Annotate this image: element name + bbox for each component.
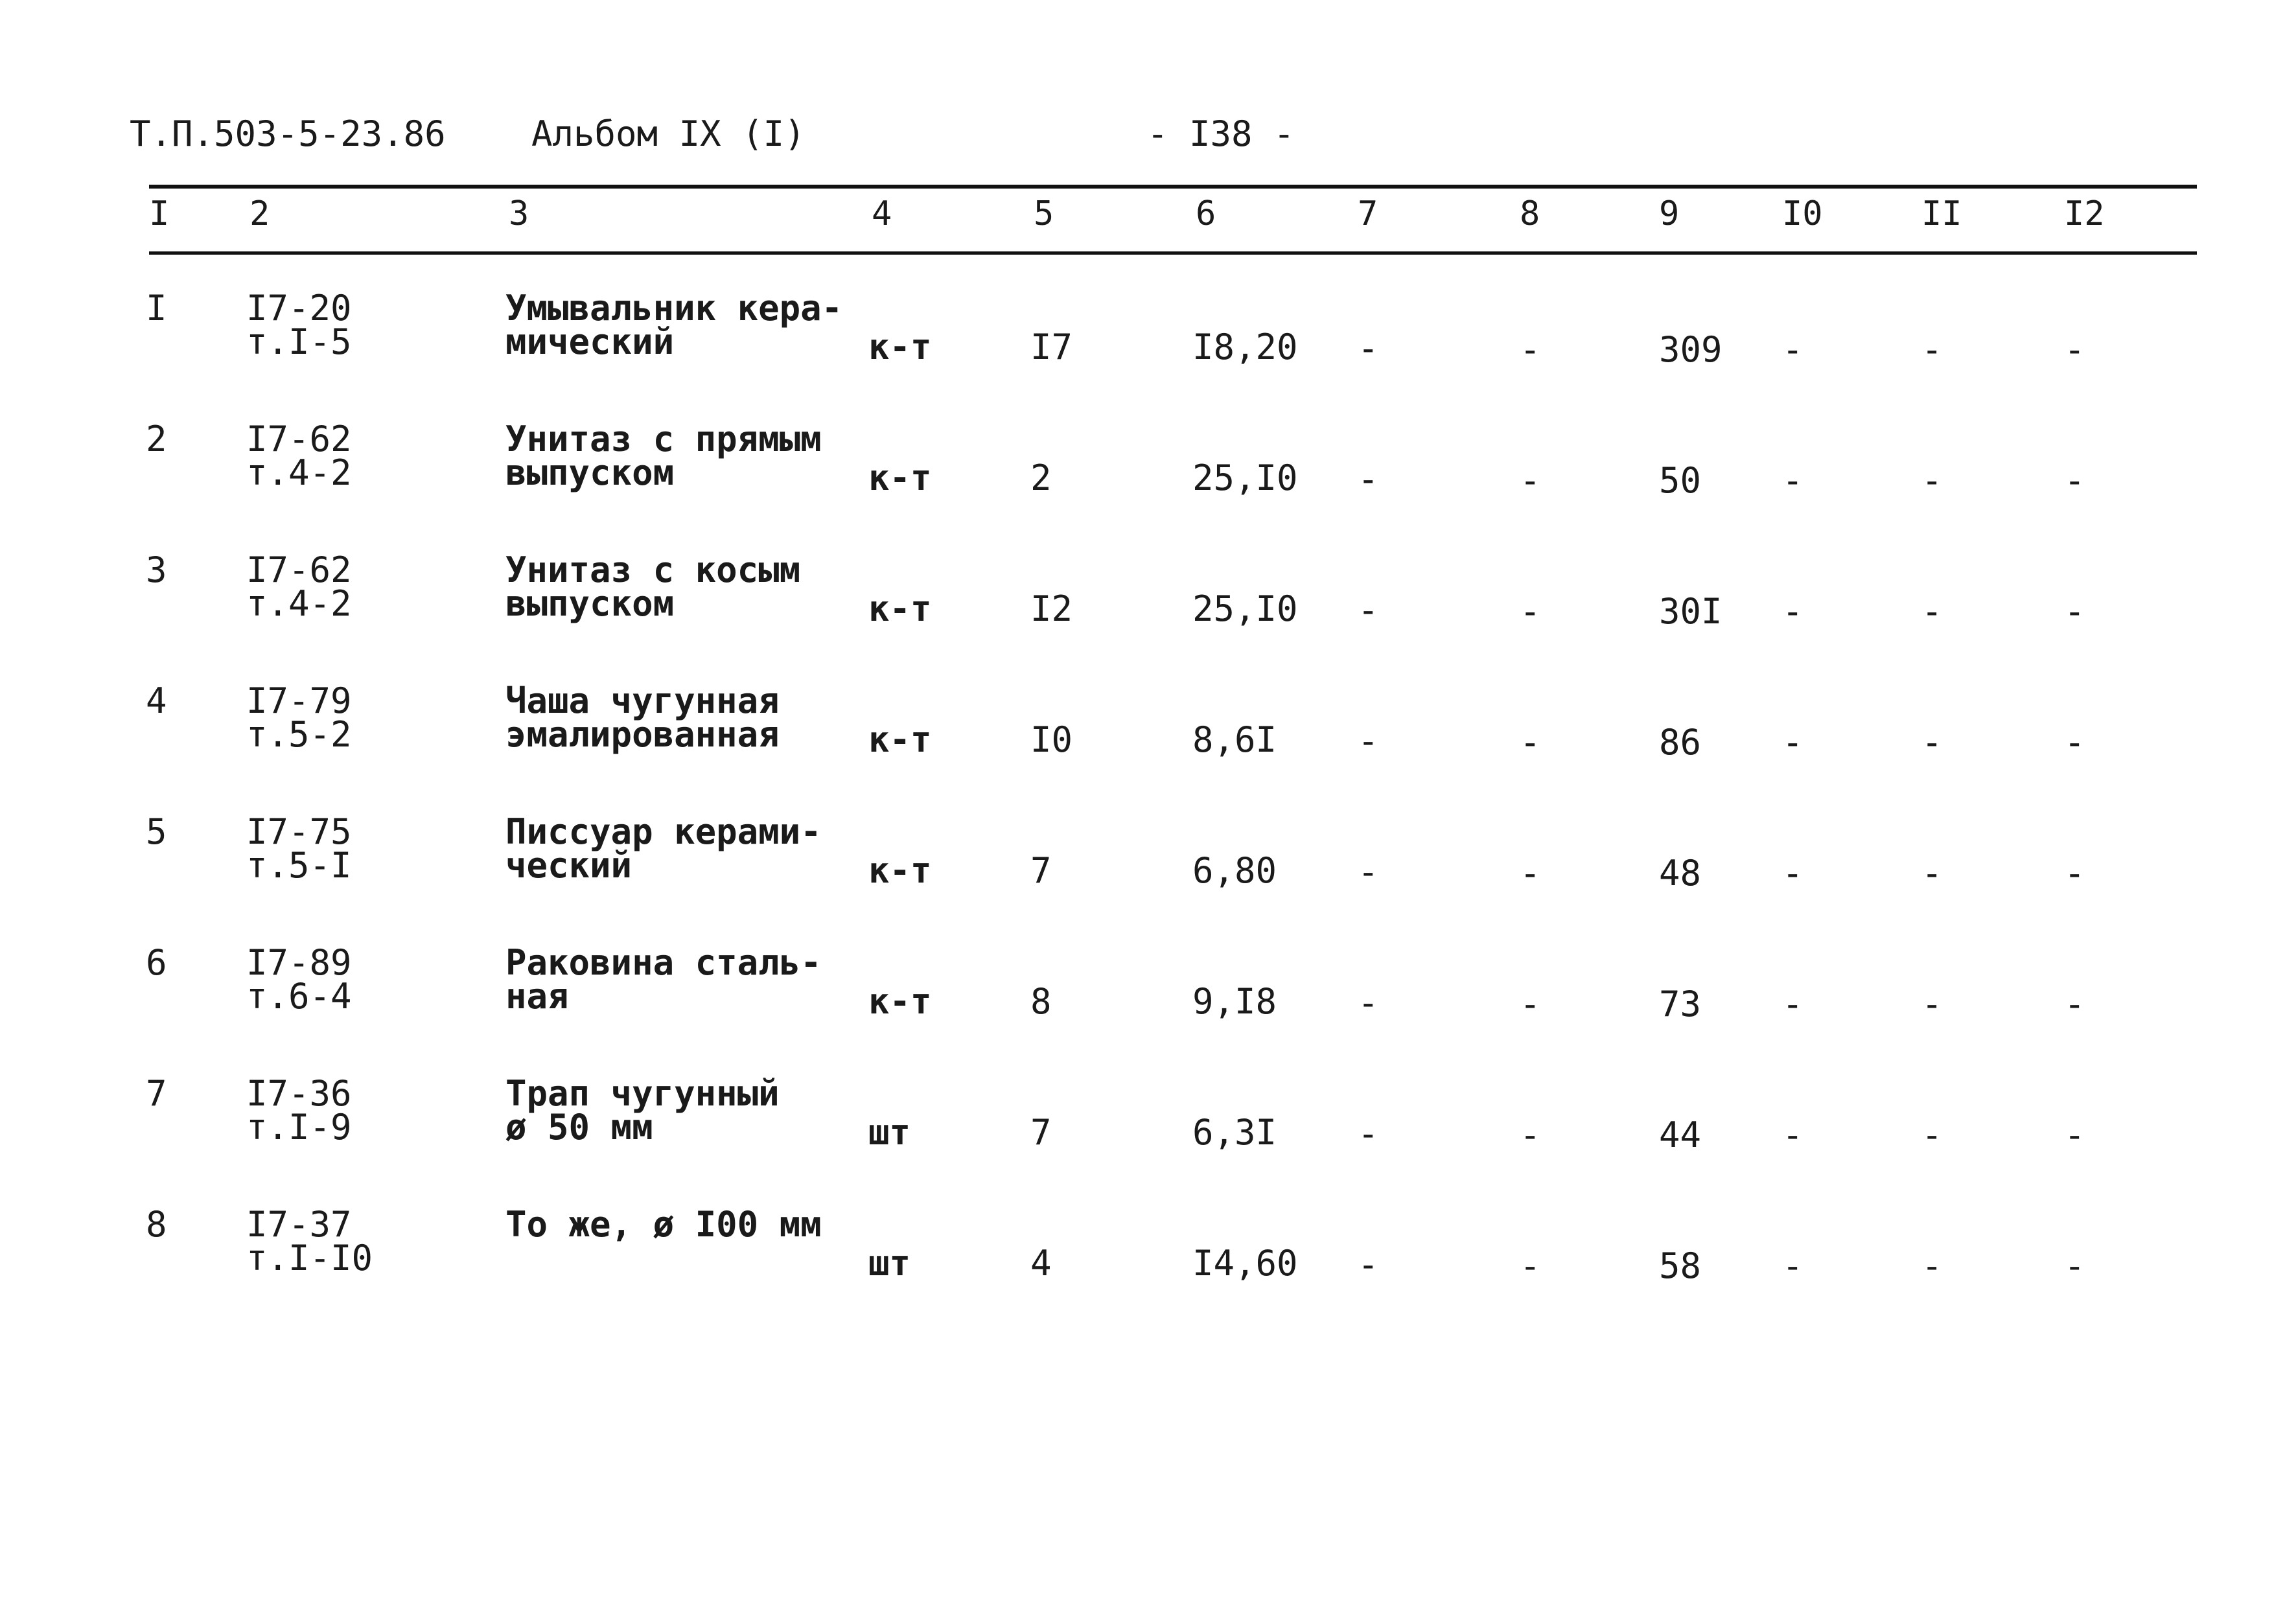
- column-12-value: -: [2064, 1245, 2085, 1286]
- row-number: 5: [146, 811, 167, 852]
- catalog-reference-line-1: I7-36: [246, 1073, 352, 1114]
- column-9-value: 58: [1659, 1245, 1702, 1286]
- unit-of-measure: к-т: [868, 327, 932, 367]
- catalog-reference-line-2: т.5-I: [246, 845, 352, 886]
- catalog-reference: [246, 549, 352, 624]
- column-11-value: -: [1921, 984, 1943, 1024]
- item-name-line-2: выпуском: [505, 583, 675, 624]
- item-name-line-1: Писсуар керами-: [505, 811, 822, 852]
- table-row: [0, 1204, 2296, 1337]
- item-name-line-2: мический: [505, 321, 675, 362]
- unit-of-measure: к-т: [868, 719, 932, 760]
- quantity: I7: [1030, 327, 1073, 367]
- column-7-value: -: [1358, 1244, 1379, 1285]
- column-7-value: -: [1358, 851, 1379, 892]
- unit-price: 6,80: [1192, 850, 1277, 891]
- catalog-reference-line-2: т.6-4: [246, 976, 352, 1017]
- unit-of-measure: к-т: [868, 588, 932, 629]
- row-number: 8: [146, 1204, 167, 1245]
- quantity: 7: [1030, 1112, 1052, 1153]
- catalog-reference-line-2: т.5-2: [246, 714, 352, 755]
- column-8-value: -: [1520, 722, 1541, 763]
- document-header: [0, 113, 2296, 159]
- quantity: I2: [1030, 588, 1073, 629]
- unit-of-measure: шт: [868, 1112, 911, 1153]
- catalog-reference-line-1: I7-20: [246, 288, 352, 329]
- column-9-value: 50: [1659, 460, 1702, 501]
- column-11-value: -: [1921, 329, 1943, 370]
- column-9-value: 73: [1659, 984, 1702, 1024]
- catalog-reference-line-2: т.4-2: [246, 583, 352, 624]
- column-10-value: -: [1782, 722, 1803, 763]
- item-name: [505, 1204, 822, 1245]
- unit-price: 25,I0: [1192, 588, 1298, 629]
- item-name-line-1: Чаша чугунная: [505, 680, 780, 721]
- column-12-value: -: [2064, 460, 2085, 501]
- table-row: [0, 419, 2296, 552]
- table-row: [0, 811, 2296, 945]
- column-10-value: -: [1782, 1115, 1803, 1155]
- column-12-value: -: [2064, 329, 2085, 370]
- table-top-rule: [149, 185, 2197, 189]
- table-row: [0, 549, 2296, 683]
- document-code: Т.П.503-5-23.86: [130, 113, 446, 154]
- column-9-value: 48: [1659, 853, 1702, 894]
- column-11-value: -: [1921, 853, 1943, 894]
- catalog-reference-line-1: I7-62: [246, 549, 352, 590]
- catalog-reference-line-2: т.4-2: [246, 452, 352, 493]
- column-8-value: -: [1520, 460, 1541, 501]
- item-name-line-2: ческий: [505, 845, 632, 886]
- column-number-row: [0, 194, 2296, 240]
- album-title: Альбом IX (I): [531, 113, 806, 154]
- item-name-line-1: Раковина сталь-: [505, 942, 822, 983]
- item-name: [505, 419, 822, 493]
- column-11-value: -: [1921, 1115, 1943, 1155]
- column-9-value: 86: [1659, 722, 1702, 763]
- column-8-value: -: [1520, 591, 1541, 632]
- column-12-value: -: [2064, 722, 2085, 763]
- unit-price: I8,20: [1192, 327, 1298, 367]
- column-10-value: -: [1782, 853, 1803, 894]
- row-number: 6: [146, 942, 167, 983]
- row-number: 7: [146, 1073, 167, 1114]
- column-number: 5: [1034, 194, 1054, 233]
- column-10-value: -: [1782, 1245, 1803, 1286]
- column-7-value: -: [1358, 982, 1379, 1023]
- column-7-value: -: [1358, 459, 1379, 500]
- column-number: 2: [249, 194, 270, 233]
- column-8-value: -: [1520, 1245, 1541, 1286]
- item-name: [505, 811, 822, 886]
- row-number: 3: [146, 549, 167, 590]
- item-name-line-2: ная: [505, 976, 569, 1017]
- unit-price: 8,6I: [1192, 719, 1277, 760]
- catalog-reference: [246, 811, 352, 886]
- row-number: 4: [146, 680, 167, 721]
- quantity: 8: [1030, 981, 1052, 1022]
- catalog-reference-line-2: т.I-5: [246, 321, 352, 362]
- catalog-reference: [246, 942, 352, 1017]
- column-7-value: -: [1358, 590, 1379, 630]
- catalog-reference-line-2: т.I-9: [246, 1107, 352, 1148]
- unit-of-measure: к-т: [868, 850, 932, 891]
- column-number: I2: [2064, 194, 2105, 233]
- table-row: [0, 680, 2296, 814]
- item-name: [505, 1073, 780, 1148]
- column-8-value: -: [1520, 1115, 1541, 1155]
- column-11-value: -: [1921, 460, 1943, 501]
- catalog-reference-line-1: I7-62: [246, 419, 352, 459]
- column-12-value: -: [2064, 591, 2085, 632]
- column-11-value: -: [1921, 722, 1943, 763]
- quantity: 2: [1030, 457, 1052, 498]
- column-9-value: 44: [1659, 1115, 1702, 1155]
- column-number: 8: [1520, 194, 1540, 233]
- catalog-reference: [246, 1073, 352, 1148]
- quantity: 7: [1030, 850, 1052, 891]
- item-name-line-1: Трап чугунный: [505, 1073, 780, 1114]
- column-7-value: -: [1358, 328, 1379, 369]
- column-12-value: -: [2064, 984, 2085, 1024]
- column-10-value: -: [1782, 460, 1803, 501]
- unit-price: 25,I0: [1192, 457, 1298, 498]
- catalog-reference-line-1: I7-89: [246, 942, 352, 983]
- column-number: 9: [1659, 194, 1680, 233]
- column-10-value: -: [1782, 329, 1803, 370]
- quantity: I0: [1030, 719, 1073, 760]
- item-name: [505, 680, 780, 755]
- column-number: 4: [872, 194, 892, 233]
- item-name: [505, 288, 843, 362]
- column-11-value: -: [1921, 591, 1943, 632]
- column-number: I0: [1782, 194, 1823, 233]
- row-number: 2: [146, 419, 167, 459]
- catalog-reference: [246, 288, 352, 362]
- column-8-value: -: [1520, 853, 1541, 894]
- catalog-reference-line-2: т.I-I0: [246, 1238, 373, 1278]
- unit-of-measure: к-т: [868, 981, 932, 1022]
- column-9-value: 309: [1659, 329, 1722, 370]
- row-number: I: [146, 288, 167, 329]
- table-header-rule: [149, 251, 2197, 255]
- column-number: II: [1921, 194, 1962, 233]
- item-name-line-1: Унитаз с прямым: [505, 419, 822, 459]
- catalog-reference-line-1: I7-79: [246, 680, 352, 721]
- column-10-value: -: [1782, 591, 1803, 632]
- item-name-line-2: выпуском: [505, 452, 675, 493]
- catalog-reference-line-1: I7-75: [246, 811, 352, 852]
- table-row: [0, 288, 2296, 421]
- column-12-value: -: [2064, 1115, 2085, 1155]
- catalog-reference-line-1: I7-37: [246, 1204, 352, 1245]
- item-name: [505, 942, 822, 1017]
- item-name: [505, 549, 801, 624]
- page-number: - I38 -: [1147, 113, 1295, 154]
- unit-price: I4,60: [1192, 1243, 1298, 1284]
- column-number: I: [149, 194, 170, 233]
- item-name-line-2: эмалированная: [505, 714, 780, 755]
- column-9-value: 30I: [1659, 591, 1722, 632]
- column-10-value: -: [1782, 984, 1803, 1024]
- item-name-line-1: То же, ø I00 мм: [505, 1204, 822, 1245]
- unit-price: 6,3I: [1192, 1112, 1277, 1153]
- unit-of-measure: шт: [868, 1243, 911, 1284]
- catalog-reference: [246, 680, 352, 755]
- column-8-value: -: [1520, 984, 1541, 1024]
- column-number: 6: [1196, 194, 1216, 233]
- column-12-value: -: [2064, 853, 2085, 894]
- column-number: 7: [1358, 194, 1378, 233]
- catalog-reference: [246, 419, 352, 493]
- table-row: [0, 942, 2296, 1076]
- item-name-line-1: Унитаз с косым: [505, 549, 801, 590]
- item-name-line-1: Умывальник кера-: [505, 288, 843, 329]
- column-7-value: -: [1358, 721, 1379, 761]
- quantity: 4: [1030, 1243, 1052, 1284]
- unit-of-measure: к-т: [868, 457, 932, 498]
- column-8-value: -: [1520, 329, 1541, 370]
- unit-price: 9,I8: [1192, 981, 1277, 1022]
- table-row: [0, 1073, 2296, 1207]
- item-name-line-2: ø 50 мм: [505, 1107, 653, 1148]
- column-7-value: -: [1358, 1113, 1379, 1154]
- catalog-reference: [246, 1204, 373, 1278]
- column-11-value: -: [1921, 1245, 1943, 1286]
- column-number: 3: [509, 194, 529, 233]
